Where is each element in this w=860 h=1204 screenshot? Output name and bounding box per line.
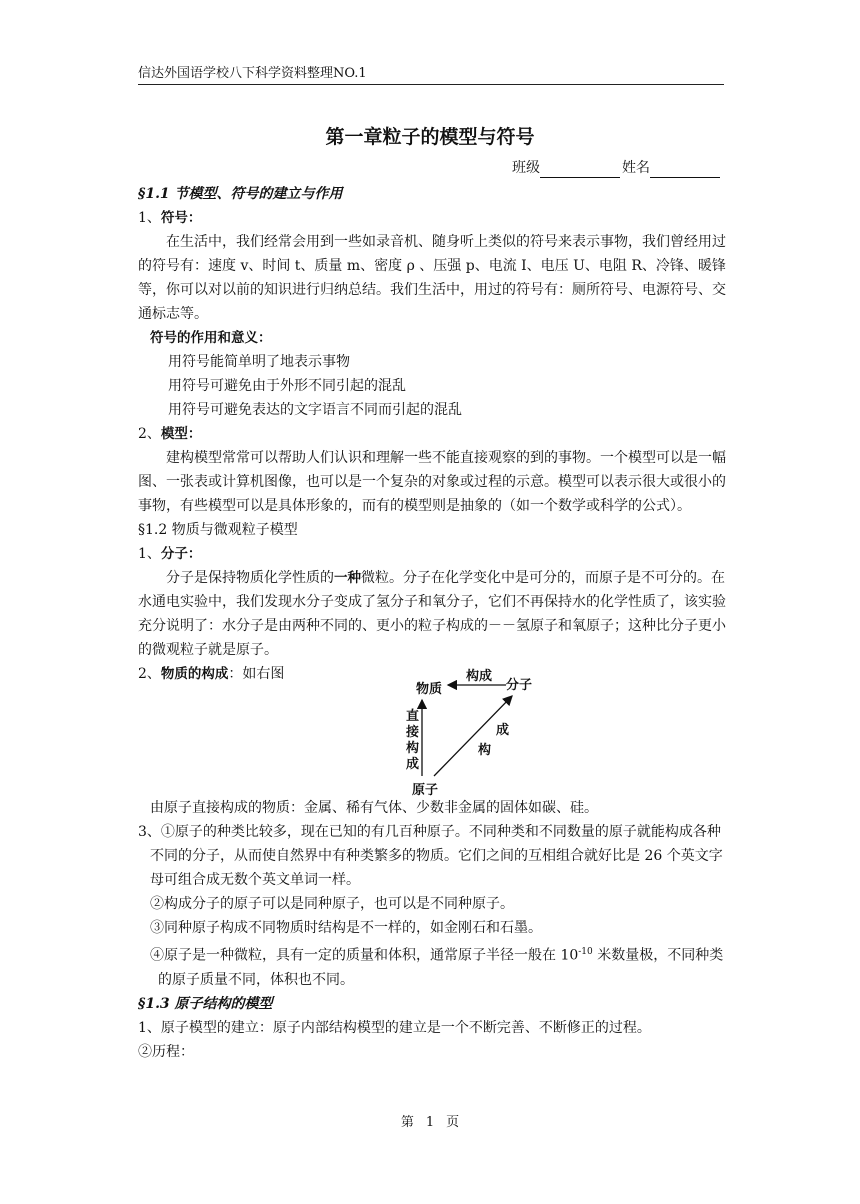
- node-molecule: 分子: [506, 678, 533, 693]
- symbol-meaning-item-3: 用符号可避免表达的文字语言不同而引起的混乱: [168, 402, 462, 418]
- symbol-heading: [138, 206, 726, 230]
- model-heading-num: 2、: [138, 426, 161, 442]
- atom-point-4-text-b: 米数量极，不同种类的原子质量不同，体积也不同。: [158, 947, 724, 988]
- atom-point-4: [138, 940, 726, 992]
- class-name-line: [512, 158, 722, 178]
- molecule-text-c: 微粒。分子在化学变化中是可分的，而原子是不可分的。在水通电实验中，我们发现水分子变成了氢分子和氧分子，它们不再保持水的化学性质了，该实验充分说明了：水分子是由两种不同的、更小的粒子构成的－－氢原子和氧原子；这种比分子更小的微观粒子就是原子。: [138, 570, 726, 658]
- footer-pre: 第: [400, 1115, 414, 1130]
- model-heading: [138, 422, 726, 446]
- composition-diagram: [400, 662, 550, 796]
- class-blank[interactable]: [540, 163, 620, 178]
- history-heading: ②历程：: [138, 1043, 194, 1060]
- symbol-meaning-item-2: 用符号可避免由于外形不同引起的混乱: [168, 378, 406, 394]
- symbol-paragraph: 在生活中，我们经常会用到一些如录音机、随身听上类似的符号来表示事物，我们曾经用过的符号有：速度 v、时间 t、质量 m、密度 ρ 、压强 p、电流 I、电压 U、电阻 R、冷锋、暖锋等，你可以对以前的知识进行归纳总结。我们生活中，用过的符号有：厕所符号、电源符号、交通标志等。: [138, 234, 726, 322]
- symbol-meaning-heading: 符号的作用和意义：: [150, 330, 272, 346]
- top-arrow-label: 构成: [466, 669, 493, 684]
- name-label: 姓名: [622, 160, 650, 176]
- molecule-heading-num: 1、: [138, 546, 161, 562]
- page-number: 1: [425, 1115, 435, 1130]
- atom-point-4-text-a: ④原子是一种微粒，具有一定的质量和体积，通常原子半径一般在 10: [150, 947, 579, 964]
- class-label: 班级: [512, 160, 540, 176]
- page-footer: [0, 1111, 860, 1130]
- document-body: [138, 182, 726, 1064]
- molecule-text-a: 分子是保持物质化学性质的: [166, 570, 334, 586]
- section-1-2-heading: §1.2 物质与微观粒子模型: [138, 522, 298, 538]
- section-1-3-heading: §1.3 原子结构的模型: [138, 995, 273, 1012]
- molecule-heading-text: 分子：: [160, 546, 202, 562]
- node-atom: 原子: [412, 783, 439, 796]
- symbol-meaning-item-1: 用符号能简单明了地表示事物: [168, 354, 350, 370]
- composition-heading-text: 物质的构成: [160, 666, 229, 682]
- node-substance: 物质: [416, 682, 443, 697]
- left-label-1: 直: [406, 709, 420, 724]
- composition-row: [138, 662, 726, 796]
- composition-heading: [138, 662, 284, 686]
- left-label-4: 成: [406, 757, 420, 772]
- exponent: -10: [578, 947, 593, 957]
- atom-point-1: [138, 820, 726, 892]
- footer-post: 页: [446, 1115, 460, 1130]
- composition-heading-num: 2、: [138, 666, 161, 682]
- left-label-2: 接: [406, 725, 420, 740]
- model-paragraph: 建构模型常常可以帮助人们认识和理解一些不能直接观察的到的事物。一个模型可以是一幅图、一张表或计算机图像，也可以是一个复杂的对象或过程的示意。模型可以表示很大或很小的事物，有些模型可以是具体形象的，而有的模型则是抽象的（如一个数学或科学的公式）。: [138, 450, 726, 514]
- molecule-text-emph: 一种: [334, 570, 361, 586]
- chapter-title: 第一章粒子的模型与符号: [325, 126, 535, 148]
- left-label-3: 构: [406, 741, 420, 756]
- symbol-heading-num: 1、: [138, 210, 161, 226]
- molecule-heading: [138, 542, 726, 566]
- atom-point-3: ③同种原子构成不同物质时结构是不一样的，如金刚石和石墨。: [150, 920, 542, 936]
- name-blank[interactable]: [650, 163, 720, 178]
- section-1-1-heading: §1.1 节模型、符号的建立与作用: [138, 186, 343, 202]
- page-header: 信达外国语学校八下科学资料整理NO.1: [138, 64, 724, 85]
- model-heading-text: 模型：: [160, 426, 202, 442]
- atom-substances-note: 由原子直接构成的物质：金属、稀有气体、少数非金属的固体如碳、硅。: [150, 800, 598, 816]
- composition-heading-tail: ：如右图: [228, 666, 285, 682]
- atom-point-1-text: 3、①原子的种类比较多，现在已知的有几百种原子。不同种类和不同数量的原子就能构成各种不同的分子，从而使自然界中有种类繁多的物质。它们之间的互相组合就好比是 26 个英文字母可组合成无数个英文单词一样。: [138, 824, 723, 888]
- molecule-paragraph: [138, 566, 726, 662]
- diag-label-1: 成: [496, 723, 510, 738]
- diag-label-2: 构: [478, 743, 492, 758]
- atom-model-paragraph: 1、原子模型的建立：原子内部结构模型的建立是一个不断完善、不断修正的过程。: [138, 1019, 651, 1036]
- atom-point-2: ②构成分子的原子可以是同种原子，也可以是不同种原子。: [150, 896, 514, 912]
- symbol-heading-text: 符号：: [160, 210, 202, 226]
